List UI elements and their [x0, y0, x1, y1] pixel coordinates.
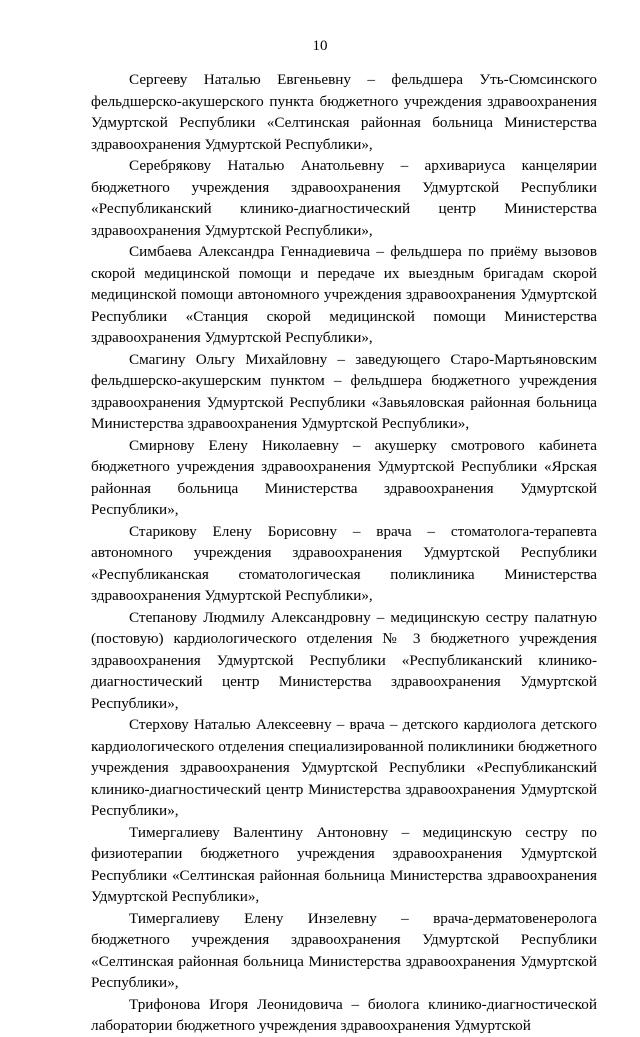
paragraph-trifonov: Трифонова Игоря Леонидовича – биолога клинико-диагностической лаборатории бюджетного учреждения здравоохранения Удмуртской — [91, 995, 597, 1034]
paragraph-sterkhova: Стерхову Наталью Алексеевну – врача – детского кардиолога детского кардиологического отделения специализированной поликлиники бюджетного учреждения здравоохранения Удмуртской Республики «Республиканский клинико-диагностический центр Министерства здравоохранения Удмуртской Республики», — [91, 716, 597, 819]
paragraph-serebryakova: Серебрякову Наталью Анатольевну – архивариуса канцелярии бюджетного учреждения здравоохранения Удмуртской Республики «Республиканский клинико-диагностический центр Министерства здравоохранения Удмуртской Республики», — [91, 157, 597, 239]
paragraph-stepanova: Степанову Людмилу Александровну – медицинскую сестру палатную (постовую) кардиологического отделения № 3 бюджетного учреждения здравоохранения Удмуртской Республики «Республиканский клинико-диагностический центр Министерства здравоохранения Удмуртской Республики», — [91, 608, 597, 712]
paragraph-timergalieva-valentina: Тимергалиеву Валентину Антоновну – медицинскую сестру по физиотерапии бюджетного учреждения здравоохранения Удмуртской Республики «Селтинская районная больница Министерства здравоохранения Удмуртской Республики», — [91, 823, 597, 905]
paragraph-timergalieva-elena: Тимергалиеву Елену Инзелевну – врача-дерматовенеролога бюджетного учреждения здравоохранения Удмуртской Республики «Селтинская районная больница Министерства здравоохранения Удмуртской Республики», — [91, 909, 597, 991]
paragraph-sergeeva: Сергееву Наталью Евгеньевну – фельдшера Уть-Сюмсинского фельдшерско-акушерского пункта бюджетного учреждения здравоохранения Удмуртской Республики «Селтинская районная больница Министерства здравоохранения Удмуртской Республики», — [91, 71, 597, 153]
paragraph-smagina: Смагину Ольгу Михайловну – заведующего Старо-Мартьяновским фельдшерско-акушерским пунктом – фельдшера бюджетного учреждения здравоохранения Удмуртской Республики «Завьяловская районная больница Министерства здравоохранения Удмуртской Республики», — [91, 350, 597, 432]
paragraph-simbaev: Симбаева Александра Геннадиевича – фельдшера по приёму вызовов скорой медицинской помощи и передаче их выездным бригадам скорой медицинской помощи автономного учреждения здравоохранения Удмуртской Республики «Станция скорой медицинской помощи Министерства здравоохранения Удмуртской Республики», — [91, 243, 597, 346]
page-number: 10 — [312, 38, 328, 54]
paragraph-smirnova: Смирнову Елену Николаевну – акушерку смотрового кабинета бюджетного учреждения здравоохранения Удмуртской Республики «Ярская районная больница Министерства здравоохранения Удмуртской Республики», — [91, 436, 597, 518]
document-body — [91, 69, 597, 1037]
paragraph-starikova: Старикову Елену Борисовну – врача – стоматолога-терапевта автономного учреждения здравоохранения Удмуртской Республики «Республиканская стоматологическая поликлиника Министерства здравоохранения Удмуртской Республики», — [91, 522, 597, 604]
